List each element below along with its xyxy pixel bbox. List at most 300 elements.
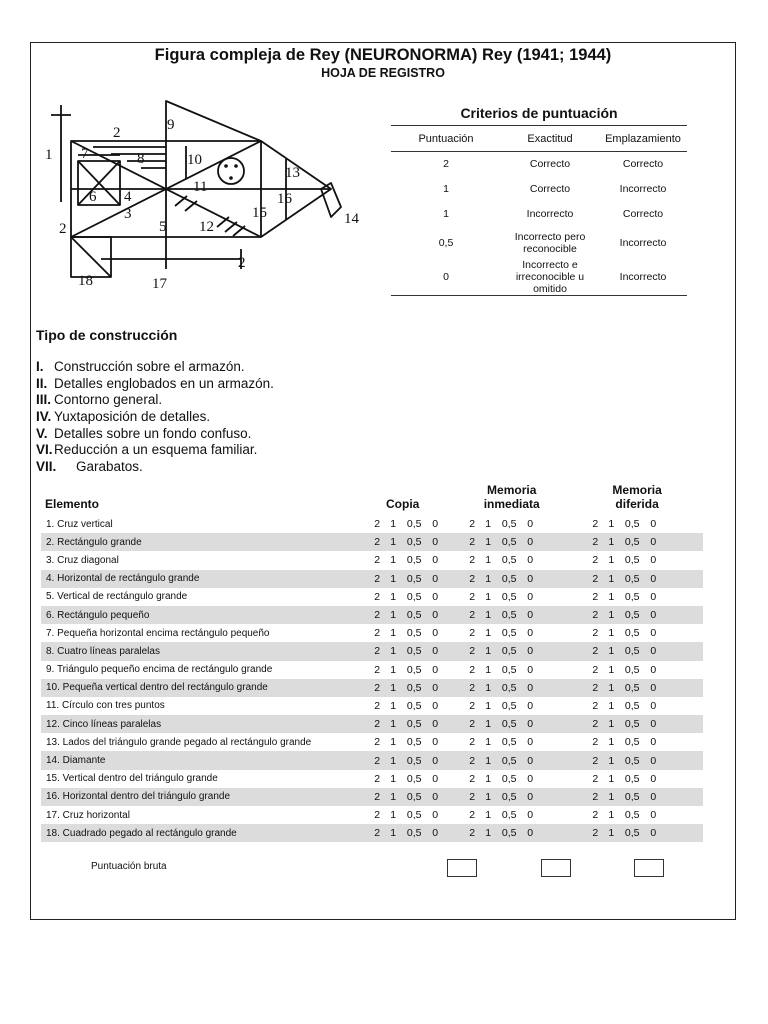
element-name: 13. Lados del triángulo grande pegado al rectángulo grande (46, 736, 312, 748)
element-name: 7. Pequeña horizontal encima rectángulo pequeño (46, 627, 270, 639)
criteria-row (391, 202, 687, 227)
score-options-immediate (450, 606, 573, 624)
score-option[interactable]: 1 (608, 518, 615, 531)
score-option[interactable]: 0 (432, 772, 439, 785)
criteria-row (391, 259, 687, 296)
score-options-immediate (450, 679, 573, 697)
score-option[interactable]: 0 (527, 718, 534, 731)
score-option[interactable]: 0,5 (501, 772, 517, 785)
score-option[interactable]: 0,5 (406, 790, 422, 803)
score-options-copy (355, 824, 450, 842)
score-option[interactable]: 2 (374, 681, 381, 694)
page-title: Figura compleja de Rey (NEURONORMA) Rey (1941; 1944) (154, 46, 612, 64)
score-option[interactable]: 0 (527, 554, 534, 567)
score-option[interactable]: 1 (390, 536, 397, 549)
score-option[interactable]: 0 (650, 718, 657, 731)
figure-label: 14 (344, 211, 359, 227)
element-name: 8. Cuatro líneas paralelas (46, 645, 160, 657)
score-option[interactable]: 0,5 (624, 590, 640, 603)
score-option[interactable]: 0,5 (501, 536, 517, 549)
score-option[interactable]: 1 (390, 590, 397, 603)
score-option[interactable]: 1 (390, 790, 397, 803)
score-option[interactable]: 0 (432, 736, 439, 749)
figure-label: 8 (137, 151, 145, 167)
score-option[interactable]: 0 (432, 663, 439, 676)
score-option[interactable]: 0,5 (501, 681, 517, 694)
score-options-delayed (573, 788, 701, 806)
score-option[interactable]: 0 (527, 699, 534, 712)
score-option[interactable]: 2 (469, 518, 476, 531)
score-option[interactable]: 2 (374, 518, 381, 531)
score-option[interactable]: 0,5 (501, 645, 517, 658)
score-option[interactable]: 2 (374, 736, 381, 749)
construction-type-item (36, 376, 274, 393)
table-row (41, 824, 703, 842)
score-option[interactable]: 1 (485, 590, 492, 603)
construction-type-item (36, 392, 274, 409)
score-option[interactable]: 1 (608, 718, 615, 731)
elements-header-copy: Copia (386, 497, 420, 511)
score-option[interactable]: 0 (432, 572, 439, 585)
score-option[interactable]: 2 (469, 827, 476, 840)
score-option[interactable]: 0 (432, 590, 439, 603)
score-option[interactable]: 2 (374, 536, 381, 549)
score-option[interactable]: 2 (592, 790, 599, 803)
table-row (41, 751, 703, 769)
score-option[interactable]: 2 (592, 736, 599, 749)
header-spacer (701, 479, 703, 515)
score-option[interactable]: 1 (485, 609, 492, 622)
criteria-cell: Incorrecto (526, 208, 574, 220)
score-option[interactable]: 2 (469, 809, 476, 822)
score-option[interactable]: 0,5 (624, 718, 640, 731)
score-option[interactable]: 1 (390, 572, 397, 585)
score-option[interactable]: 2 (469, 754, 476, 767)
table-row (41, 624, 703, 642)
score-option[interactable]: 0 (527, 645, 534, 658)
score-option[interactable]: 1 (485, 827, 492, 840)
score-option[interactable]: 2 (374, 609, 381, 622)
score-option[interactable]: 2 (374, 772, 381, 785)
score-option[interactable]: 0,5 (501, 554, 517, 567)
figure-label: 2 (113, 125, 121, 141)
score-option[interactable]: 0 (432, 754, 439, 767)
score-option[interactable]: 0 (650, 627, 657, 640)
score-option[interactable]: 0 (527, 790, 534, 803)
score-option[interactable]: 1 (485, 699, 492, 712)
figure-label: 9 (167, 117, 175, 133)
score-options-copy (355, 788, 450, 806)
score-option[interactable]: 1 (608, 699, 615, 712)
score-option[interactable]: 2 (469, 536, 476, 549)
score-option[interactable]: 2 (592, 554, 599, 567)
score-option[interactable]: 1 (485, 718, 492, 731)
criteria-header: Puntuación (391, 126, 501, 152)
score-option[interactable]: 2 (469, 645, 476, 658)
score-option[interactable]: 0,5 (624, 554, 640, 567)
row-spacer (701, 788, 703, 806)
score-option[interactable]: 0 (650, 590, 657, 603)
score-option[interactable]: 1 (390, 681, 397, 694)
score-option[interactable]: 2 (592, 536, 599, 549)
score-option[interactable]: 0,5 (501, 590, 517, 603)
score-option[interactable]: 1 (485, 518, 492, 531)
score-option[interactable]: 0,5 (501, 663, 517, 676)
score-option[interactable]: 0,5 (624, 663, 640, 676)
score-option[interactable]: 0,5 (406, 572, 422, 585)
score-option[interactable]: 0,5 (624, 736, 640, 749)
score-option[interactable]: 1 (608, 572, 615, 585)
score-option[interactable]: 2 (374, 663, 381, 676)
score-option[interactable]: 2 (592, 518, 599, 531)
score-option[interactable]: 2 (469, 627, 476, 640)
score-option[interactable]: 0 (650, 754, 657, 767)
score-option[interactable]: 1 (608, 609, 615, 622)
score-option[interactable]: 0 (527, 609, 534, 622)
score-option[interactable]: 0 (527, 736, 534, 749)
score-option[interactable]: 2 (469, 554, 476, 567)
score-option[interactable]: 2 (374, 645, 381, 658)
score-option[interactable]: 0,5 (406, 554, 422, 567)
row-spacer (701, 751, 703, 769)
score-option[interactable]: 0 (432, 718, 439, 731)
score-option[interactable]: 1 (390, 645, 397, 658)
score-option[interactable]: 0 (650, 518, 657, 531)
score-option[interactable]: 0 (432, 827, 439, 840)
score-option[interactable]: 0,5 (624, 754, 640, 767)
score-option[interactable]: 0 (650, 572, 657, 585)
raw-score-label: Puntuación bruta (91, 861, 167, 872)
score-option[interactable]: 1 (485, 572, 492, 585)
figure-top-triangle (166, 101, 261, 141)
score-options-delayed (573, 770, 701, 788)
score-option[interactable]: 0,5 (624, 627, 640, 640)
score-option[interactable]: 0,5 (406, 627, 422, 640)
score-option[interactable]: 2 (592, 572, 599, 585)
score-option[interactable]: 0,5 (501, 609, 517, 622)
criteria-cell: Correcto (622, 158, 664, 171)
score-option[interactable]: 1 (485, 554, 492, 567)
row-spacer (701, 570, 703, 588)
score-option[interactable]: 2 (374, 790, 381, 803)
score-options-delayed (573, 715, 701, 733)
score-option[interactable]: 2 (374, 809, 381, 822)
score-option[interactable]: 2 (469, 718, 476, 731)
score-option[interactable]: 0 (527, 663, 534, 676)
score-options-delayed (573, 642, 701, 660)
score-option[interactable]: 0 (432, 609, 439, 622)
construction-type-number: I. (36, 359, 44, 374)
score-option[interactable]: 2 (469, 699, 476, 712)
score-option[interactable]: 2 (374, 827, 381, 840)
score-option[interactable]: 0 (432, 681, 439, 694)
element-name: 5. Vertical de rectángulo grande (46, 591, 188, 603)
construction-type-text: Contorno general. (54, 392, 163, 408)
criteria-cell: Incorrecto pero reconocible (514, 230, 586, 255)
score-option[interactable]: 0,5 (501, 736, 517, 749)
score-option[interactable]: 2 (592, 627, 599, 640)
score-option[interactable]: 0 (650, 736, 657, 749)
score-option[interactable]: 0 (527, 772, 534, 785)
score-option[interactable]: 2 (592, 645, 599, 658)
score-option[interactable]: 1 (608, 536, 615, 549)
score-option[interactable]: 2 (469, 790, 476, 803)
score-option[interactable]: 0,5 (406, 718, 422, 731)
score-option[interactable]: 0,5 (624, 699, 640, 712)
score-option[interactable]: 0,5 (406, 536, 422, 549)
score-option[interactable]: 1 (390, 609, 397, 622)
construction-type-item (36, 426, 274, 443)
score-option[interactable]: 1 (485, 663, 492, 676)
score-option[interactable]: 0,5 (406, 809, 422, 822)
score-option[interactable]: 0 (650, 645, 657, 658)
score-option[interactable]: 1 (390, 809, 397, 822)
score-option[interactable]: 2 (374, 627, 381, 640)
score-option[interactable]: 0,5 (501, 809, 517, 822)
score-option[interactable]: 1 (390, 627, 397, 640)
figure-label: 15 (252, 205, 267, 221)
score-option[interactable]: 2 (469, 772, 476, 785)
score-option[interactable]: 2 (592, 590, 599, 603)
score-option[interactable]: 0,5 (501, 754, 517, 767)
score-option[interactable]: 0 (527, 536, 534, 549)
score-option[interactable]: 0 (432, 645, 439, 658)
score-options-immediate (450, 697, 573, 715)
score-option[interactable]: 1 (390, 663, 397, 676)
score-option[interactable]: 1 (608, 645, 615, 658)
figure-label: 11 (193, 179, 208, 195)
row-spacer (701, 733, 703, 751)
score-options-copy (355, 551, 450, 569)
score-option[interactable]: 2 (592, 699, 599, 712)
score-option[interactable]: 1 (608, 590, 615, 603)
score-option[interactable]: 2 (469, 572, 476, 585)
score-option[interactable]: 1 (390, 699, 397, 712)
raw-score-copy-box[interactable] (447, 859, 477, 877)
score-option[interactable]: 1 (485, 754, 492, 767)
score-option[interactable]: 1 (608, 790, 615, 803)
score-option[interactable]: 0,5 (406, 590, 422, 603)
elements-header-delayed: Memoria diferida (612, 483, 662, 511)
score-option[interactable]: 0,5 (406, 681, 422, 694)
score-options-copy (355, 661, 450, 679)
score-option[interactable]: 1 (390, 736, 397, 749)
score-option[interactable]: 0 (650, 790, 657, 803)
elements-table (41, 479, 703, 842)
table-row (41, 570, 703, 588)
score-option[interactable]: 2 (592, 772, 599, 785)
score-option[interactable]: 0 (527, 754, 534, 767)
score-option[interactable]: 0,5 (406, 609, 422, 622)
score-option[interactable]: 1 (608, 809, 615, 822)
score-option[interactable]: 1 (608, 754, 615, 767)
table-row (41, 679, 703, 697)
table-row (41, 661, 703, 679)
score-option[interactable]: 2 (469, 590, 476, 603)
score-option[interactable]: 2 (374, 754, 381, 767)
score-option[interactable]: 1 (608, 736, 615, 749)
score-option[interactable]: 0 (432, 699, 439, 712)
score-option[interactable]: 1 (608, 554, 615, 567)
table-row (41, 642, 703, 660)
criteria-cell: Incorrecto (599, 259, 687, 296)
score-options-copy (355, 751, 450, 769)
row-spacer (701, 679, 703, 697)
score-option[interactable]: 0 (527, 518, 534, 531)
criteria-title: Criterios de puntuación (460, 105, 618, 121)
score-option[interactable]: 2 (469, 663, 476, 676)
score-option[interactable]: 0 (432, 518, 439, 531)
score-option[interactable]: 1 (608, 663, 615, 676)
construction-type-text: Yuxtaposición de detalles. (54, 409, 211, 425)
score-option[interactable]: 1 (608, 627, 615, 640)
score-option[interactable]: 0,5 (624, 772, 640, 785)
score-option[interactable]: 1 (485, 681, 492, 694)
score-option[interactable]: 0,5 (624, 645, 640, 658)
score-option[interactable]: 0,5 (624, 681, 640, 694)
score-option[interactable]: 2 (374, 554, 381, 567)
score-option[interactable]: 1 (390, 754, 397, 767)
score-option[interactable]: 0,5 (624, 536, 640, 549)
score-option[interactable]: 0 (432, 627, 439, 640)
score-option[interactable]: 0,5 (406, 663, 422, 676)
row-spacer (701, 551, 703, 569)
construction-type-item (36, 409, 274, 426)
score-option[interactable]: 0 (650, 699, 657, 712)
score-options-delayed (573, 551, 701, 569)
score-option[interactable]: 2 (469, 609, 476, 622)
construction-type-number: IV. (36, 409, 52, 425)
figure-label: 1 (45, 147, 53, 163)
table-row (41, 770, 703, 788)
score-option[interactable]: 2 (374, 572, 381, 585)
score-option[interactable]: 1 (485, 627, 492, 640)
score-option[interactable]: 0,5 (501, 627, 517, 640)
score-option[interactable]: 0 (650, 609, 657, 622)
score-option[interactable]: 0,5 (406, 827, 422, 840)
score-option[interactable]: 2 (469, 681, 476, 694)
score-option[interactable]: 0,5 (624, 809, 640, 822)
element-name: 9. Triángulo pequeño encima de rectángulo grande (46, 664, 273, 676)
score-option[interactable]: 1 (608, 681, 615, 694)
score-option[interactable]: 2 (592, 754, 599, 767)
score-option[interactable]: 0,5 (501, 790, 517, 803)
score-option[interactable]: 0 (527, 627, 534, 640)
score-option[interactable]: 0,5 (624, 790, 640, 803)
score-option[interactable]: 0 (432, 790, 439, 803)
score-option[interactable]: 1 (390, 718, 397, 731)
score-options-copy (355, 533, 450, 551)
score-option[interactable]: 2 (374, 590, 381, 603)
score-option[interactable]: 0 (650, 536, 657, 549)
score-option[interactable]: 0 (527, 809, 534, 822)
score-option[interactable]: 1 (485, 790, 492, 803)
score-option[interactable]: 0 (650, 827, 657, 840)
figure-label: 7 (81, 146, 89, 162)
score-option[interactable]: 2 (374, 699, 381, 712)
criteria-cell: 0,5 (438, 236, 454, 249)
score-option[interactable]: 1 (485, 809, 492, 822)
score-option[interactable]: 0 (527, 827, 534, 840)
score-option[interactable]: 2 (592, 718, 599, 731)
score-option[interactable]: 0,5 (501, 718, 517, 731)
score-option[interactable]: 0 (432, 809, 439, 822)
construction-type-text: Construcción sobre el armazón. (54, 359, 245, 374)
element-name: 6. Rectángulo pequeño (46, 609, 150, 621)
score-option[interactable]: 0 (650, 681, 657, 694)
score-option[interactable]: 0,5 (406, 772, 422, 785)
score-options-immediate (450, 806, 573, 824)
score-option[interactable]: 1 (390, 827, 397, 840)
score-option[interactable]: 0,5 (406, 754, 422, 767)
score-option[interactable]: 0,5 (406, 699, 422, 712)
score-option[interactable]: 2 (592, 827, 599, 840)
score-options-delayed (573, 533, 701, 551)
score-option[interactable]: 0 (650, 772, 657, 785)
score-option[interactable]: 1 (485, 736, 492, 749)
score-option[interactable]: 2 (469, 736, 476, 749)
criteria-row (391, 227, 687, 259)
construction-type-list (36, 359, 274, 476)
figure-circle (218, 158, 244, 184)
score-option[interactable]: 0 (650, 809, 657, 822)
score-option[interactable]: 2 (592, 809, 599, 822)
score-option[interactable]: 0,5 (406, 736, 422, 749)
score-option[interactable]: 0,5 (406, 518, 422, 531)
element-name: 4. Horizontal de rectángulo grande (46, 573, 200, 585)
score-option[interactable]: 0 (650, 663, 657, 676)
score-option[interactable]: 0,5 (501, 827, 517, 840)
score-option[interactable]: 1 (485, 645, 492, 658)
score-options-immediate (450, 533, 573, 551)
score-option[interactable]: 2 (592, 663, 599, 676)
score-option[interactable]: 2 (374, 718, 381, 731)
score-option[interactable]: 1 (390, 518, 397, 531)
score-option[interactable]: 1 (390, 772, 397, 785)
score-option[interactable]: 1 (485, 536, 492, 549)
score-option[interactable]: 0 (432, 554, 439, 567)
raw-score-delayed-box[interactable] (634, 859, 664, 877)
score-option[interactable]: 0 (527, 590, 534, 603)
score-option[interactable]: 0 (527, 681, 534, 694)
element-name: 10. Pequeña vertical dentro del rectángulo grande (46, 682, 268, 694)
score-option[interactable]: 1 (608, 772, 615, 785)
score-option[interactable]: 0,5 (624, 609, 640, 622)
score-option[interactable]: 1 (485, 772, 492, 785)
score-option[interactable]: 1 (608, 827, 615, 840)
score-option[interactable]: 0,5 (406, 645, 422, 658)
score-option[interactable]: 0 (527, 572, 534, 585)
raw-score-immediate-box[interactable] (541, 859, 571, 877)
score-option[interactable]: 0 (650, 554, 657, 567)
criteria-cell: Incorrecto (619, 183, 667, 195)
construction-type-item (36, 359, 274, 376)
score-option[interactable]: 2 (592, 681, 599, 694)
score-options-immediate (450, 661, 573, 679)
score-option[interactable]: 0,5 (501, 572, 517, 585)
figure-label: 2 (238, 255, 246, 271)
score-option[interactable]: 0,5 (501, 518, 517, 531)
figure-label: 3 (124, 206, 132, 222)
score-option[interactable]: 0,5 (501, 699, 517, 712)
score-option[interactable]: 0,5 (624, 827, 640, 840)
score-option[interactable]: 0,5 (624, 518, 640, 531)
score-option[interactable]: 0 (432, 536, 439, 549)
row-spacer (701, 533, 703, 551)
score-option[interactable]: 1 (390, 554, 397, 567)
score-option[interactable]: 0,5 (624, 572, 640, 585)
score-option[interactable]: 2 (592, 609, 599, 622)
